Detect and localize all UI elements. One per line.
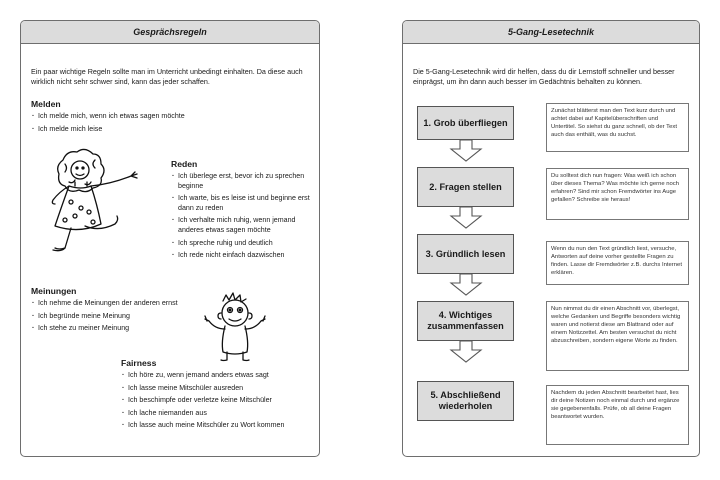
list-item: · Ich lasse auch meine Mitschüler zu Wort kommen — [121, 421, 316, 431]
section-heading-melden: Melden — [31, 99, 61, 109]
list-item: · Ich spreche ruhig und deutlich — [171, 239, 313, 249]
list-item: · Ich begründe meine Meinung — [31, 312, 221, 322]
step-4-description: Nun nimmst du dir einen Abschnitt vor, überlegst, welche Gedanken und Begriffe besonders wichtig waren und notierst diese am Blattrand oder auf einem Notizzettel. Am besten versuchst du nicht abzuschreiben, sondern eigene Worte zu finden. — [546, 301, 689, 371]
down-arrow-icon — [449, 140, 483, 162]
intro-text: Ein paar wichtige Regeln sollte man im Unterricht unbedingt einhalten. Da diese auch wirklich nicht sehr schwer sind, kann das jeder schaffen. — [31, 67, 303, 86]
list-item: · Ich melde mich, wenn ich etwas sagen möchte — [31, 112, 231, 122]
list-item: · Ich nehme die Meinungen der anderen ernst — [31, 299, 221, 309]
boy-illustration — [201, 291, 271, 363]
girl-illustration — [35, 146, 160, 264]
intro-text: Die 5-Gang-Lesetechnik wird dir helfen, dass du dir Lernstoff schneller und besser einprägst, um ihn dann auch besser im Gedächtnis behalten zu können. — [413, 67, 675, 86]
step-2-box: 2. Fragen stellen — [417, 167, 514, 207]
reading-technique-panel — [402, 20, 700, 457]
step-5-box: 5. Abschließend wiederholen — [417, 381, 514, 421]
list-item: · Ich überlege erst, bevor ich zu sprechen beginne — [171, 172, 313, 191]
down-arrow-icon — [449, 207, 483, 229]
list-meinungen — [31, 299, 221, 337]
rules-panel — [20, 20, 320, 457]
list-reden — [171, 172, 313, 264]
list-item: · Ich warte, bis es leise ist und beginne erst dann zu reden — [171, 194, 313, 213]
list-item: · Ich lasse meine Mitschüler ausreden — [121, 384, 316, 394]
list-melden — [31, 112, 231, 137]
down-arrow-icon — [449, 341, 483, 363]
step-4-box: 4. Wichtiges zusammenfassen — [417, 301, 514, 341]
list-item: · Ich stehe zu meiner Meinung — [31, 324, 221, 334]
list-fairness — [121, 371, 316, 434]
step-3-description: Wenn du nun den Text gründlich liest, versuche, Antworten auf deine vorher gestellte Fragen zu finden. Lasse dir Fremdwörter z.B. durchs Internet erklären. — [546, 241, 689, 285]
list-item: · Ich lache niemanden aus — [121, 409, 316, 419]
panel-title: 5-Gang-Lesetechnik — [403, 21, 699, 44]
list-item: · Ich melde mich leise — [31, 125, 231, 135]
step-3-box: 3. Gründlich lesen — [417, 234, 514, 274]
step-2-description: Du solltest dich nun fragen: Was weiß ich schon über dieses Thema? Was möchte ich gerne noch erfahren? Sind mir schon Fremdwörter ins Auge gefallen? Schreibe sie heraus! — [546, 168, 689, 220]
down-arrow-icon — [449, 274, 483, 296]
section-heading-meinungen: Meinungen — [31, 286, 77, 296]
panel-title: Gesprächsregeln — [21, 21, 319, 44]
section-heading-reden: Reden — [171, 159, 198, 169]
list-item: · Ich beschimpfe oder verletze keine Mitschüler — [121, 396, 316, 406]
list-item: · Ich rede nicht einfach dazwischen — [171, 251, 313, 261]
list-item: · Ich höre zu, wenn jemand anders etwas sagt — [121, 371, 316, 381]
section-heading-fairness: Fairness — [121, 358, 157, 368]
list-item: · Ich verhalte mich ruhig, wenn jemand anderes etwas sagen möchte — [171, 216, 313, 235]
step-1-description: Zunächst blätterst man den Text kurz durch und achtet dabei auf Kapitelüberschriften und Untertitel. So siehst du ganz schnell, ob der Text auch das enthält, was du suchst. — [546, 103, 689, 152]
step-5-description: Nachdem du jeden Abschnitt bearbeitet hast, lies dir deine Notizen noch einmal durch und ergänze sie gegebenenfalls. Prüfe, ob all deine Fragen beantwortet wurden. — [546, 385, 689, 445]
step-1-box: 1. Grob überfliegen — [417, 106, 514, 140]
